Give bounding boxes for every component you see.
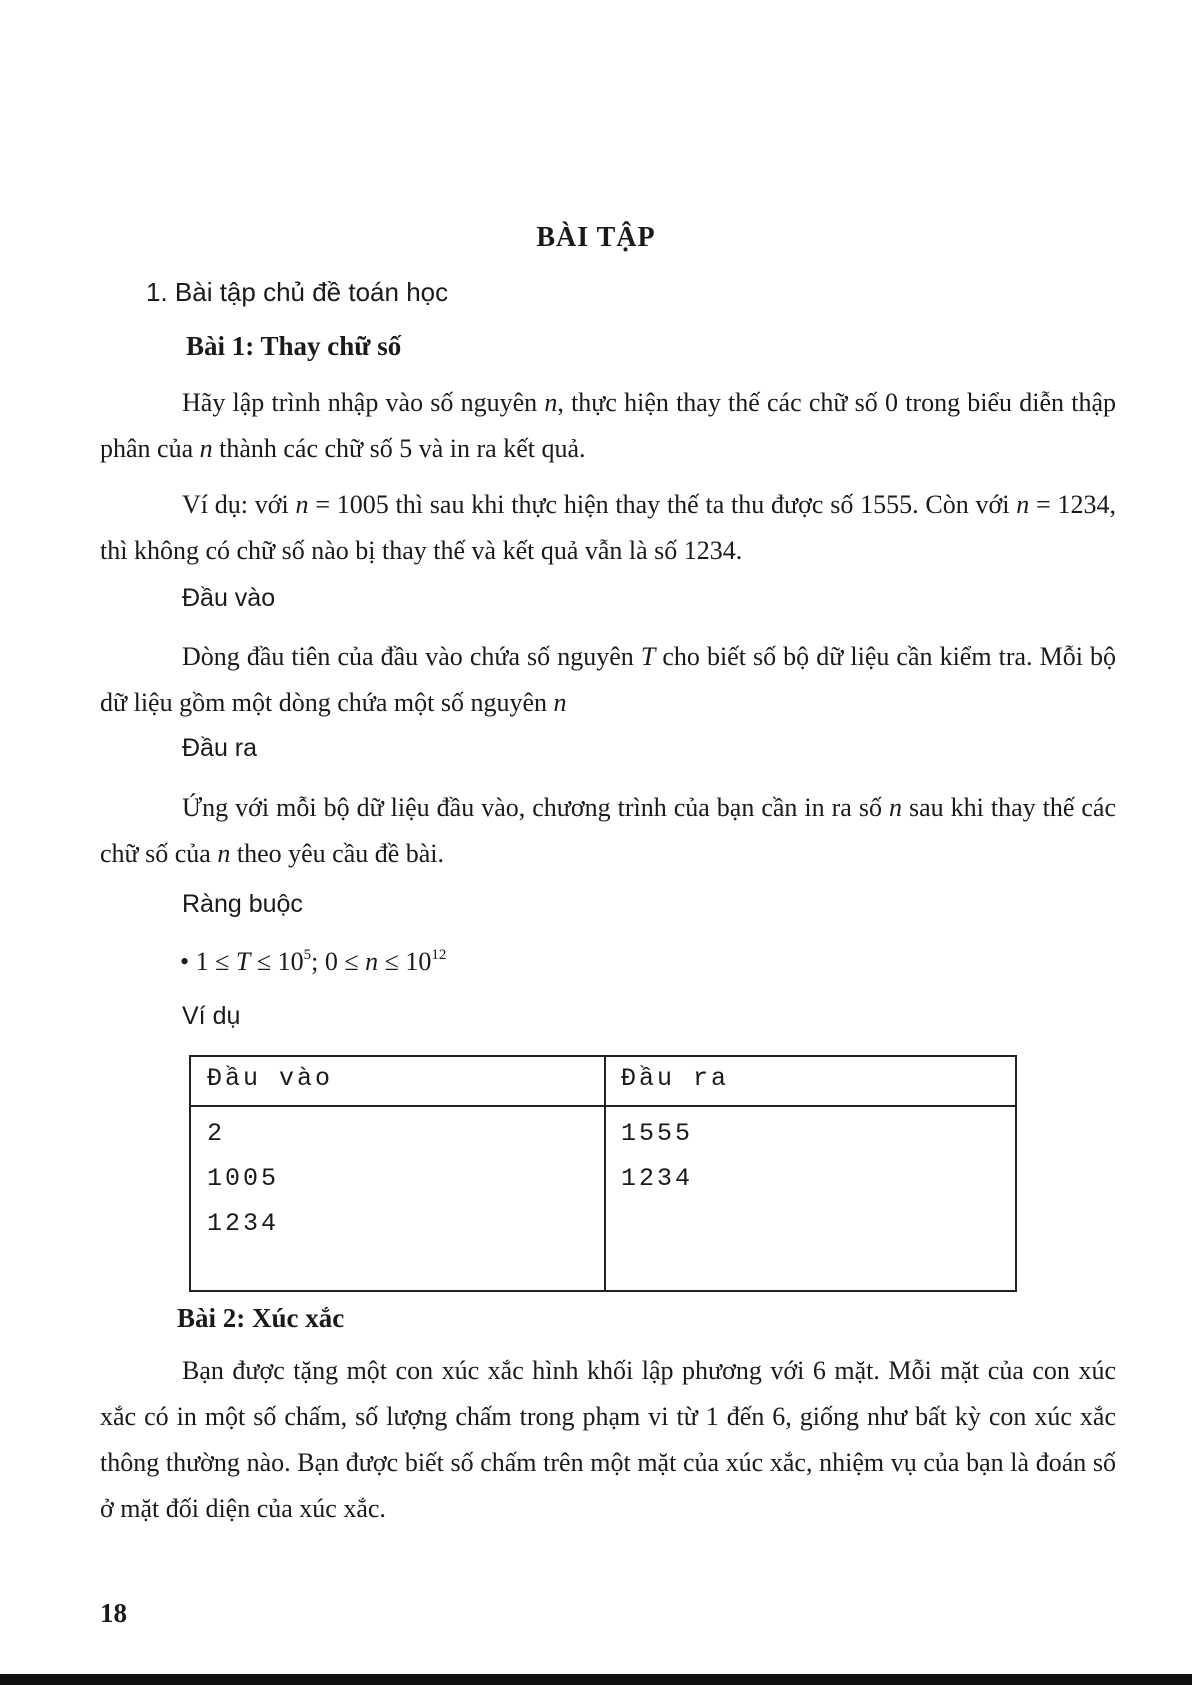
table-input-line: 1234	[207, 1209, 280, 1238]
sample-io-table	[189, 1055, 1017, 1292]
table-output-line: 1555	[621, 1119, 694, 1148]
section-heading: 1. Bài tập chủ đề toán học	[146, 277, 449, 307]
table-column-divider	[604, 1057, 606, 1290]
bullet-icon: •	[180, 947, 190, 976]
constraint-line: • $1 \le T \le 10^5$; $0 \le n \le 10^{12}$	[180, 947, 447, 976]
table-header-input: Đầu vào	[207, 1064, 334, 1093]
page-title: BÀI TẬP	[536, 222, 656, 253]
problem-2-title: Bài 2: Xúc xắc	[177, 1303, 345, 1333]
table-row-divider	[191, 1105, 1015, 1107]
example-heading: Ví dụ	[182, 1002, 241, 1030]
scan-bottom-edge	[0, 1674, 1192, 1685]
input-description: Dòng đầu tiên của đầu vào chứa số nguyên T cho biết số bộ dữ liệu cần kiểm tra. Mỗi bộ dữ liệu gồm một dòng chứa một số nguyên n	[100, 642, 1116, 717]
table-header-output: Đầu ra	[621, 1064, 730, 1093]
table-input-line: 2	[207, 1119, 226, 1148]
problem-2-statement: Bạn được tặng một con xúc xắc hình khối lập phương với 6 mặt. Mỗi mặt của con xúc xắc có in một số chấm, số lượng chấm trong phạm vi từ 1 đến 6, giống như bất kỳ con xúc xắc thông thường nào. Bạn được biết số chấm trên một mặt của xúc xắc, nhiệm vụ của bạn là đoán số ở mặt đối diện của xúc xắc.	[100, 1356, 1116, 1523]
output-heading: Đầu ra	[182, 734, 258, 762]
problem-1-example-text: Ví dụ: với n = 1005 thì sau khi thực hiện thay thế ta thu được số 1555. Còn với n = 1234, thì không có chữ số nào bị thay thế và kết quả vẫn là số 1234.	[100, 490, 1116, 565]
table-output-cell	[621, 1111, 693, 1201]
input-heading: Đầu vào	[182, 584, 276, 612]
table-output-line: 1234	[621, 1164, 694, 1193]
output-description: Ứng với mỗi bộ dữ liệu đầu vào, chương trình của bạn cần in ra số n sau khi thay thế các chữ số của n theo yêu cầu đề bài.	[100, 793, 1116, 868]
problem-1-statement: Hãy lập trình nhập vào số nguyên n, thực hiện thay thế các chữ số 0 trong biểu diễn thập phân của n thành các chữ số 5 và in ra kết quả.	[100, 388, 1116, 463]
table-input-cell	[207, 1111, 279, 1246]
constraints-heading: Ràng buộc	[182, 890, 303, 918]
page-number: 18	[100, 1598, 127, 1628]
table-input-line: 1005	[207, 1164, 280, 1193]
problem-1-title: Bài 1: Thay chữ số	[186, 331, 402, 361]
